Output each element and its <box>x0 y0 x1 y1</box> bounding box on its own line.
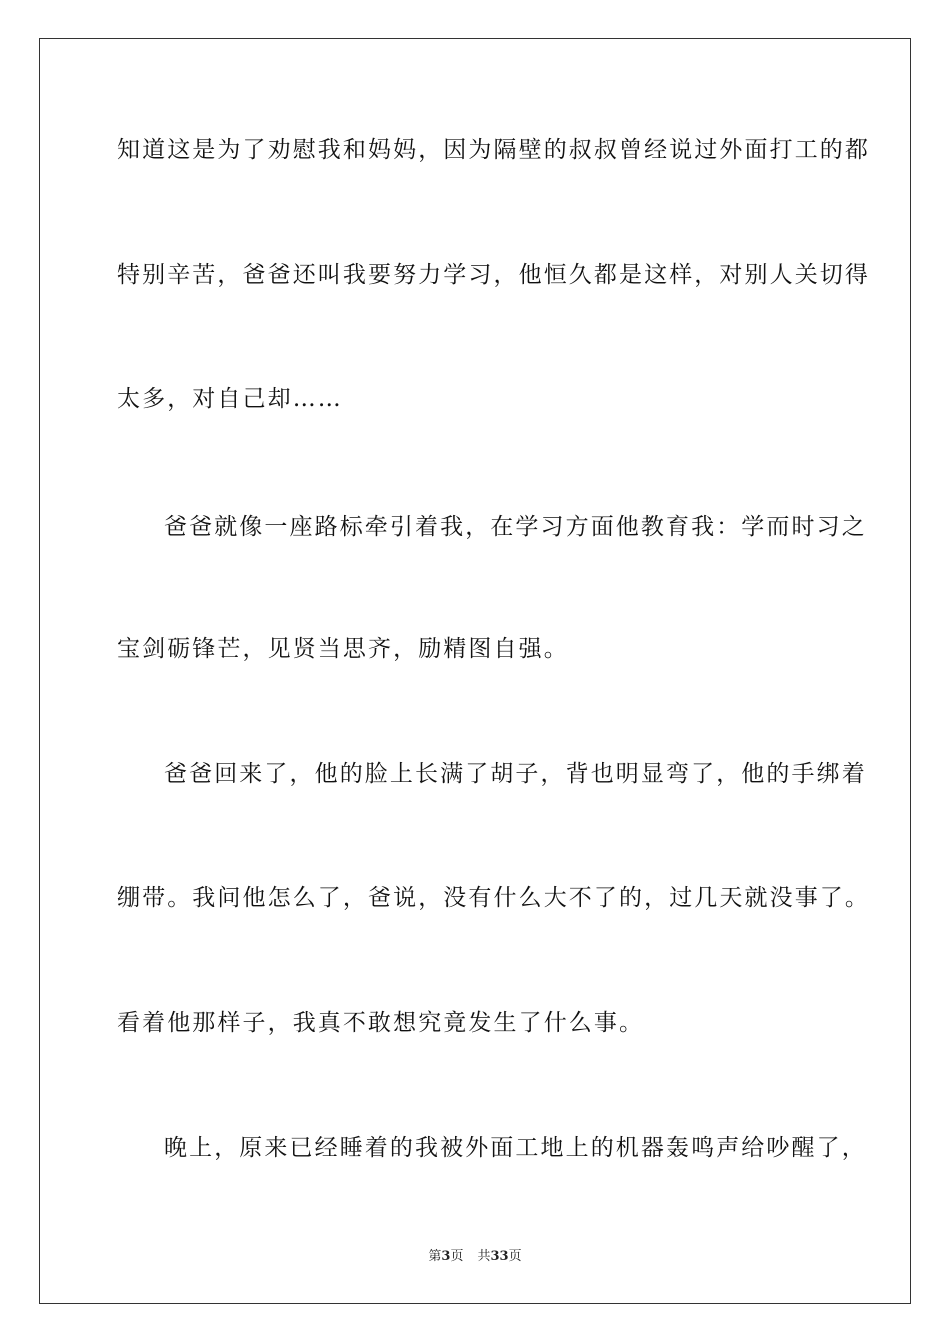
body-text-line: 知道这是为了劝慰我和妈妈，因为隔壁的叔叔曾经说过外面打工的都 <box>117 137 870 163</box>
paragraph-start-line: 爸爸就像一座路标牵引着我，在学习方面他教育我：学而时习之 <box>164 514 867 540</box>
total-suffix: 页 <box>508 1249 522 1264</box>
total-pages: 33 <box>490 1249 509 1264</box>
page-suffix: 页 <box>450 1249 464 1264</box>
body-text-line: 太多，对自己却…… <box>117 386 343 412</box>
paragraph-start-line: 晚上，原来已经睡着的我被外面工地上的机器轰鸣声给吵醒了， <box>164 1135 867 1161</box>
body-text-line: 看着他那样子，我真不敢想究竟发生了什么事。 <box>117 1010 645 1036</box>
body-text-line: 宝剑砺锋芒，见贤当思齐，励精图自强。 <box>117 636 569 662</box>
page-prefix: 第 <box>428 1249 442 1264</box>
body-text-line: 绷带。我问他怎么了，爸说，没有什么大不了的，过几天就没事了。 <box>117 885 870 911</box>
paragraph-start-line: 爸爸回来了，他的脸上长满了胡子，背也明显弯了，他的手绑着 <box>164 761 867 787</box>
total-prefix: 共 <box>477 1249 491 1264</box>
page-footer <box>0 1248 950 1266</box>
page-number: 3 <box>441 1249 451 1264</box>
body-text-line: 特别辛苦，爸爸还叫我要努力学习，他恒久都是这样，对别人关切得 <box>117 262 870 288</box>
page-border <box>39 38 911 1304</box>
